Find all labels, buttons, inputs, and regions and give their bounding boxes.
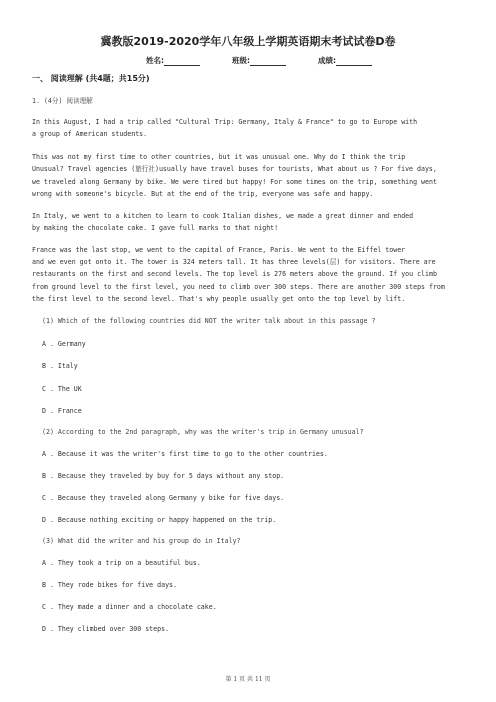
passage-line: by making the chocolate cake. I gave full marks to that night!: [32, 224, 279, 232]
score-label: 成绩:: [318, 56, 336, 65]
passage-line: we traveled along Germany by bike. We were tired but happy! For some times on the trip, something went: [32, 178, 437, 186]
page-footer: 第 1 页 共 11 页: [225, 676, 271, 683]
name-blank: [164, 57, 200, 66]
answer-option: B . They rode bikes for five days.: [42, 581, 177, 589]
passage-line: Unusual? Travel agencies (旅行社)usually have travel buses for tourists, What about us ? For five days,: [32, 165, 437, 173]
passage-line: the first level to the second level. That's why people usually get onto the top level by lift.: [32, 295, 406, 303]
page-title: 冀教版2019-2020学年八年级上学期英语期末考试试卷D卷: [100, 35, 396, 48]
class-blank: [250, 57, 286, 66]
passage-line: wrong with someone's bicycle. But at the end of the trip, everyone was safe and happy.: [32, 190, 374, 198]
answer-option: B . Because they traveled by buy for 5 days without any stop.: [42, 472, 285, 480]
score-blank: [336, 57, 372, 66]
section-heading: 一、 阅读理解 (共4题；共15分): [32, 74, 150, 83]
answer-option: B . Italy: [42, 362, 78, 370]
name-label: 姓名:: [146, 56, 164, 65]
question-header: 1. (4分) 阅读理解: [32, 97, 93, 105]
class-label: 班级:: [232, 56, 250, 65]
passage-line: and we even got onto it. The tower is 324 meters tall. It has three levels(层) for visitors. There are: [32, 258, 436, 266]
class-field: [232, 55, 286, 66]
passage-line: from ground level to the first level, you need to climb over 300 steps. There are another 300 steps from: [32, 283, 445, 291]
passage-line: This was not my first time to other countries, but it was unusual one. Why do I think the trip: [32, 153, 406, 161]
passage-line: restaurants on the first and second levels. The top level is 276 meters above the ground. If you climb: [32, 270, 437, 278]
question-stem: (3) What did the writer and his group do in Italy?: [42, 537, 241, 545]
answer-option: A . Because it was the writer's first time to go to the other countries.: [42, 450, 328, 458]
answer-option: C . They made a dinner and a chocolate cake.: [42, 603, 217, 611]
answer-option: A . Germany: [42, 340, 86, 348]
answer-option: C . Because they traveled along Germany y bike for five days.: [42, 494, 285, 502]
passage-line: In this August, I had a trip called "Cultural Trip: Germany, Italy & France" to go to Europe with: [32, 118, 418, 126]
answer-option: D . France: [42, 407, 82, 415]
answer-option: A . They took a trip on a beautiful bus.: [42, 559, 201, 567]
name-field: [146, 55, 200, 66]
passage-line: France was the last stop, we went to the capital of France, Paris. We went to the Eiffel tower: [32, 246, 406, 254]
passage-line: a group of American students.: [32, 130, 148, 138]
score-field: [318, 55, 372, 66]
answer-option: C . The UK: [42, 385, 82, 393]
answer-option: D . They climbed over 300 steps.: [42, 625, 170, 633]
answer-option: D . Because nothing exciting or happy happened on the trip.: [42, 516, 277, 524]
passage-line: In Italy, we went to a kitchen to learn to cook Italian dishes, we made a great dinner and ended: [32, 212, 414, 220]
question-stem: (1) Which of the following countries did NOT the writer talk about in this passage ?: [42, 317, 376, 325]
question-stem: (2) According to the 2nd paragraph, why was the writer's trip in Germany unusual?: [42, 428, 364, 436]
